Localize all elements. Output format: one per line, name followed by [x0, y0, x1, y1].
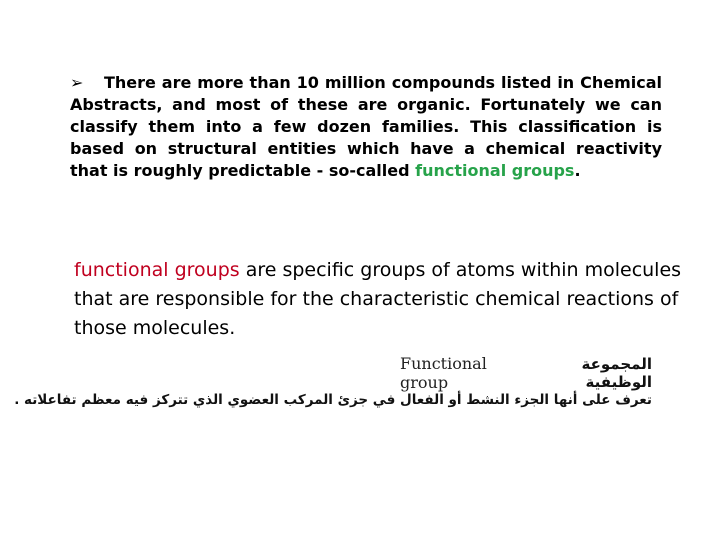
arrow-bullet-icon: ➢	[70, 73, 84, 92]
intro-functional-groups-term: functional groups	[415, 161, 575, 180]
intro-period: .	[574, 161, 581, 180]
functional-group-english-title: Functional group	[400, 354, 487, 392]
functional-group-arabic-title: المجموعة الوظيفية	[581, 355, 652, 391]
intro-paragraph	[70, 72, 662, 182]
definition-paragraph	[74, 256, 706, 343]
definition-text: are specific groups of atoms within molecules that are responsible for the characteristic chemical reactions of those molecules.	[74, 259, 682, 339]
definition-term: functional groups	[74, 259, 240, 281]
arabic-definition: تعرف على أنها الجزء النشط أو الفعال في جزئ المركب العضوي الذي تتركز فيه معظم تفاعلاته .	[14, 392, 652, 408]
arabic-title-row	[400, 354, 652, 392]
intro-text: There are more than 10 million compounds listed in Chemical Abstracts, and most of these are organic. Fortunately we can classify them into a few dozen families. This classification is based on structural entities which have a chemical reactivity that is roughly predictable - so-called	[70, 73, 662, 180]
